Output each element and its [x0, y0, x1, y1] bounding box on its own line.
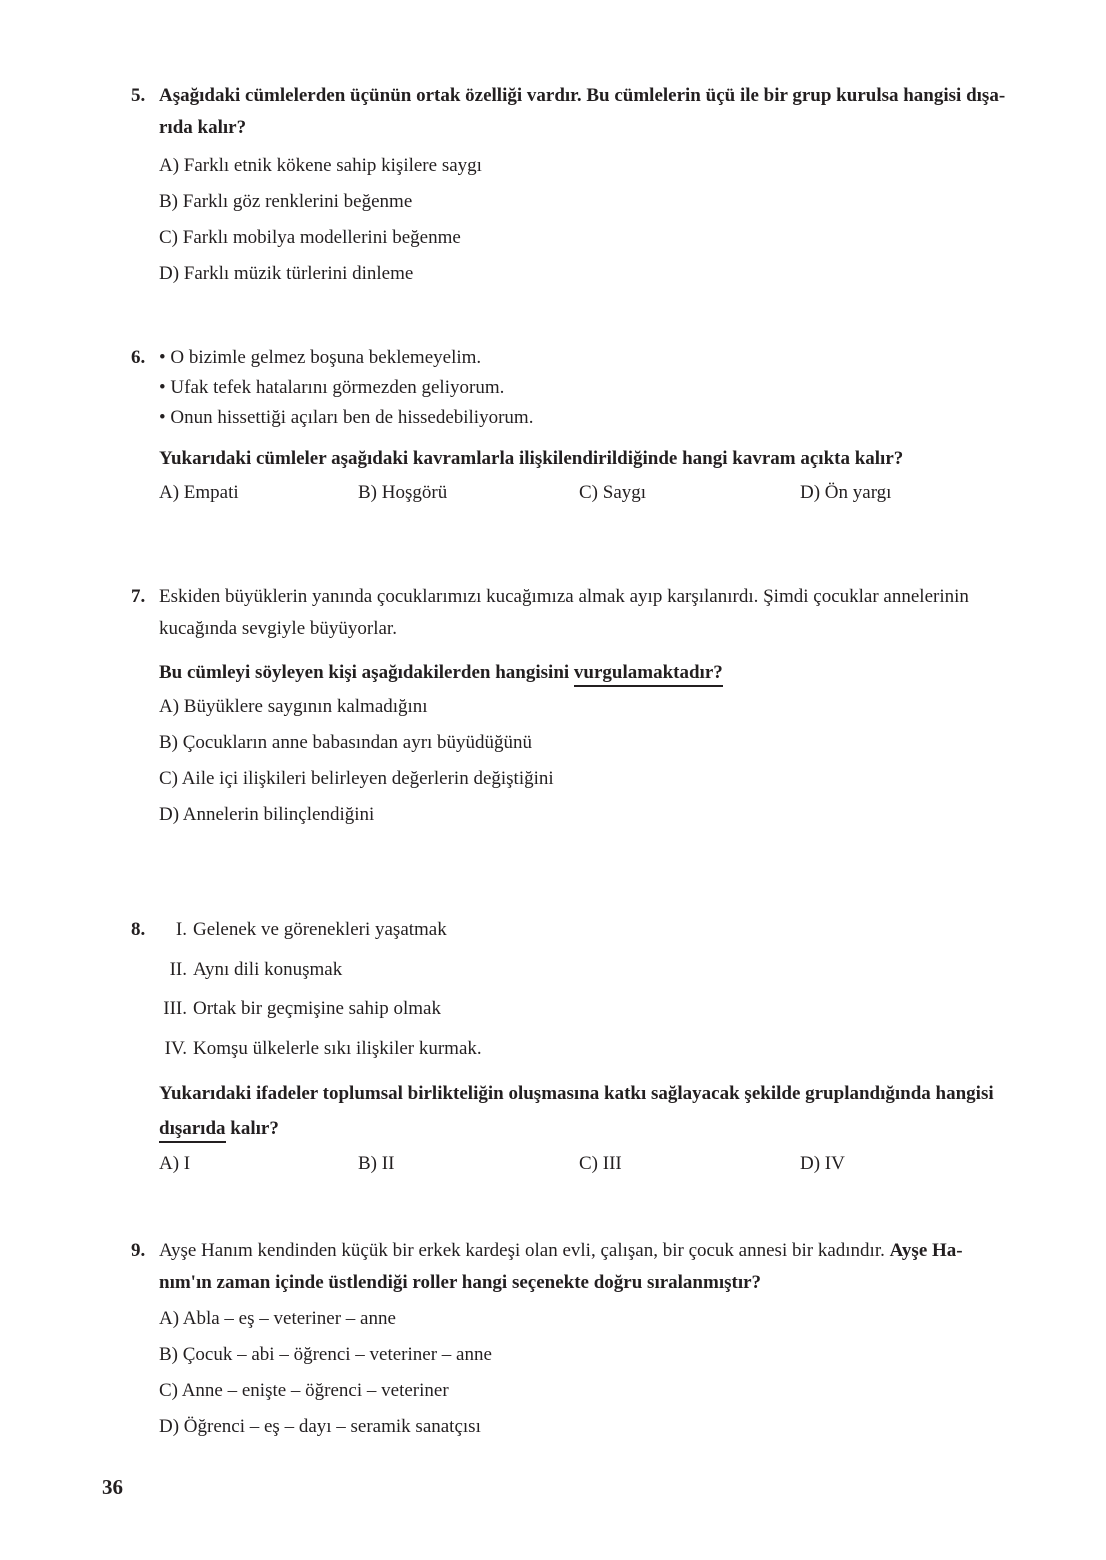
option-c[interactable]: C) III — [579, 1153, 622, 1174]
option-a[interactable]: A) Farklı etnik kökene sahip kişilere saygı — [159, 155, 482, 176]
question-stem-line: Aşağıdaki cümlelerden üçünün ortak özelliği vardır. Bu cümlelerin üçü ile bir grup kurulsa hangisi dışa- — [159, 85, 1006, 106]
question-number: 9. — [131, 1240, 146, 1261]
question-stem: Yukarıdaki cümleler aşağıdaki kavramlarla ilişkilendirildiğinde hangi kavram açıkta kalır? — [159, 448, 904, 469]
stem-text: Bu cümleyi söyleyen kişi aşağıdakilerden hangisini — [159, 662, 574, 683]
stem-underlined-word: dışarıda — [159, 1118, 226, 1143]
option-c[interactable]: C) Aile içi ilişkileri belirleyen değerlerin değiştiğini — [159, 768, 554, 789]
option-b[interactable]: B) Hoşgörü — [358, 482, 448, 503]
option-a[interactable]: A) I — [159, 1153, 191, 1174]
passage-line: kucağında sevgiyle büyüyorlar. — [159, 618, 397, 639]
roman-numeral: III. — [163, 998, 187, 1019]
question-stem — [159, 657, 1026, 689]
option-d[interactable]: D) Ön yargı — [800, 482, 892, 503]
options-row — [159, 1146, 1026, 1182]
option-b[interactable]: B) Çocuk – abi – öğrenci – veteriner – anne — [159, 1344, 492, 1365]
question-number: 8. — [131, 919, 146, 940]
question-number: 7. — [131, 586, 146, 607]
roman-numeral: IV. — [164, 1037, 187, 1059]
question-9 — [131, 1235, 1026, 1445]
stem-start: Ayşe Ha- — [889, 1240, 963, 1261]
question-5 — [131, 80, 1026, 292]
question-number: 6. — [131, 347, 146, 368]
question-7 — [131, 581, 1026, 833]
question-stem-line: nım'ın zaman içinde üstlendiği roller hangi seçenekte doğru sıralanmıştır? — [159, 1272, 762, 1293]
passage-line: Eskiden büyüklerin yanında çocuklarımızı kucağımıza almak ayıp karşılanırdı. Şimdi çocuklar annelerinin — [159, 586, 969, 607]
option-a[interactable]: A) Büyüklere saygının kalmadığını — [159, 696, 428, 717]
question-number: 5. — [131, 85, 146, 106]
roman-numeral: II. — [169, 958, 187, 980]
question-stem-line — [159, 1111, 1026, 1146]
passage-text: Ayşe Hanım kendinden küçük bir erkek kardeşi olan evli, çalışan, bir çocuk annesi bir kadındır. — [159, 1240, 890, 1261]
stem-underlined-word: vurgulamaktadır? — [574, 662, 723, 687]
option-a[interactable]: A) Empati — [159, 482, 239, 503]
option-b[interactable]: B) II — [358, 1153, 395, 1174]
option-b[interactable]: B) Çocukların anne babasından ayrı büyüdüğünü — [159, 732, 533, 753]
bullet-statement: • Ufak tefek hatalarını görmezden geliyorum. — [159, 377, 505, 398]
option-d[interactable]: D) IV — [800, 1153, 845, 1174]
stem-text: kalır? — [225, 1118, 279, 1139]
statement-text: Ortak bir geçmişine sahip olmak — [193, 998, 441, 1019]
option-c[interactable]: C) Anne – enişte – öğrenci – veteriner — [159, 1380, 449, 1401]
statement-text: Komşu ülkelerle sıkı ilişkiler kurmak. — [193, 1037, 482, 1059]
bullet-statement: • O bizimle gelmez boşuna beklemeyelim. — [159, 347, 482, 368]
statement-text: Aynı dili konuşmak — [193, 958, 343, 980]
option-c[interactable]: C) Farklı mobilya modellerini beğenme — [159, 227, 461, 248]
question-6 — [131, 343, 1026, 511]
roman-statement-1 — [159, 910, 1026, 950]
question-8 — [131, 910, 1026, 1182]
option-d[interactable]: D) Öğrenci – eş – dayı – seramik sanatçısı — [159, 1416, 481, 1437]
option-d[interactable]: D) Farklı müzik türlerini dinleme — [159, 263, 414, 284]
option-b[interactable]: B) Farklı göz renklerini beğenme — [159, 191, 413, 212]
option-a[interactable]: A) Abla – eş – veteriner – anne — [159, 1308, 396, 1329]
bullet-statement: • Onun hissettiği açıları ben de hissedebiliyorum. — [159, 407, 534, 428]
option-d[interactable]: D) Annelerin bilinçlendiğini — [159, 804, 375, 825]
question-stem-line: rıda kalır? — [159, 117, 247, 138]
statement-text: Gelenek ve görenekleri yaşatmak — [193, 919, 447, 940]
options-row — [159, 475, 1026, 511]
option-c[interactable]: C) Saygı — [579, 482, 647, 503]
question-stem-line: Yukarıdaki ifadeler toplumsal birlikteliğin oluşmasına katkı sağlayacak şekilde gruplandığında hangisi — [159, 1083, 994, 1104]
page-number: 36 — [102, 1475, 123, 1499]
roman-statement-2 — [159, 950, 1026, 990]
roman-statement-3 — [159, 989, 1026, 1029]
passage-line — [159, 1235, 1026, 1267]
roman-statement-4 — [159, 1029, 1026, 1069]
roman-numeral: I. — [175, 919, 187, 940]
